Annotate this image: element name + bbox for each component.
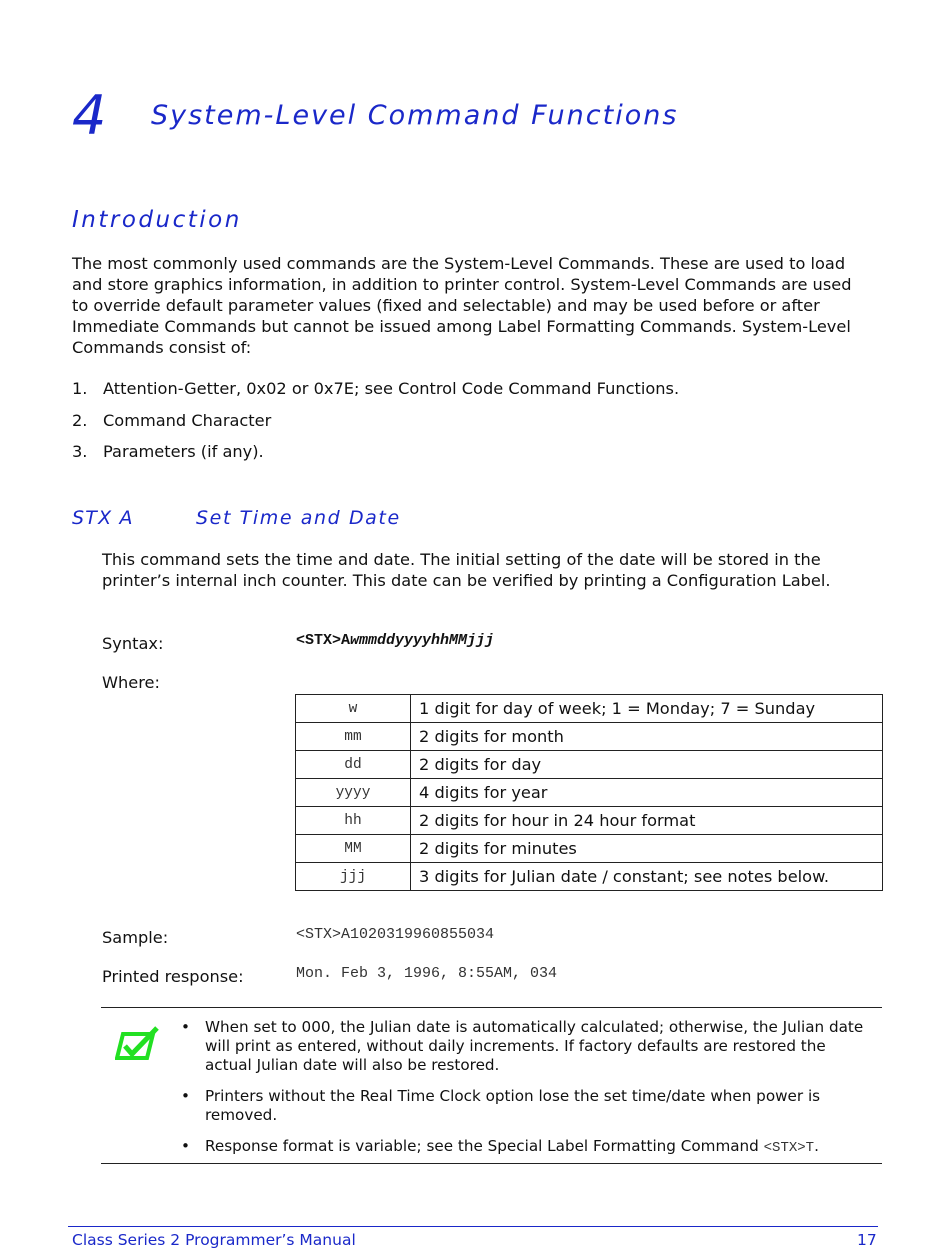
notes-box [101, 1007, 882, 1164]
bullet: • [181, 1137, 190, 1155]
chapter-number: 4 [72, 84, 107, 147]
command-code: STX A [72, 507, 134, 529]
list-item-text: Command Character [103, 410, 272, 430]
table-row [296, 835, 883, 863]
list-item-text: Parameters (if any). [103, 442, 264, 461]
parameter-table [295, 694, 883, 891]
param-code: w [296, 695, 411, 723]
list-item-number: 1. [72, 379, 88, 398]
chapter-title: System-Level Command Functions [151, 100, 679, 131]
footer-rule [68, 1226, 878, 1227]
note-item [181, 1018, 871, 1075]
bullet: • [181, 1018, 190, 1036]
table-row [296, 751, 883, 779]
command-title: Set Time and Date [196, 507, 401, 529]
notes-list [181, 1018, 871, 1170]
footer-manual-title: Class Series 2 Programmer’s Manual [72, 1231, 356, 1249]
syntax-params: wmmddyyyyhhMMjjj [350, 632, 495, 649]
note-text: When set to 000, the Julian date is automatically calculated; otherwise, the Julian date will print as entered, without daily increments. If factory defaults are restored the actual Julian date will also be restored. [205, 1018, 864, 1074]
param-code: dd [296, 751, 411, 779]
bullet: • [181, 1087, 190, 1105]
where-label: Where: [102, 673, 160, 692]
list-item [72, 441, 872, 473]
param-description: 2 digits for month [411, 723, 883, 751]
param-description: 2 digits for day [411, 751, 883, 779]
intro-list [72, 378, 872, 473]
param-description: 4 digits for year [411, 779, 883, 807]
syntax-prefix: <STX>A [296, 632, 351, 649]
param-description: 2 digits for hour in 24 hour format [411, 807, 883, 835]
table-row [296, 695, 883, 723]
param-code: hh [296, 807, 411, 835]
intro-paragraph: The most commonly used commands are the System-Level Commands. These are used to load and store graphics information, in addition to printer control. System-Level Commands are used to override default parameter values (fixed and selectable) and may be used before or after Immediate Commands but cannot be issued among Label Formatting Commands. System-Level Commands consist of: [72, 254, 852, 357]
list-item-text: Attention-Getter, 0x02 or 0x7E; see Control Code Command Functions. [103, 379, 680, 398]
printed-response-label: Printed response: [102, 967, 244, 986]
list-item [72, 378, 872, 410]
command-description: This command sets the time and date. The initial setting of the date will be stored in the printer’s internal inch counter. This date can be verified by printing a Configuration Label. [102, 550, 831, 590]
note-inline-code: <STX>T [763, 1140, 815, 1156]
param-description: 3 digits for Julian date / constant; see notes below. [411, 863, 883, 891]
sample-label: Sample: [102, 928, 169, 947]
table-row [296, 863, 883, 891]
list-item-number: 2. [72, 410, 88, 430]
param-description: 2 digits for minutes [411, 835, 883, 863]
checkmark-note-icon [115, 1026, 161, 1062]
param-code: mm [296, 723, 411, 751]
sample-value: <STX>A1020319960855034 [296, 926, 495, 943]
note-text-suffix: . [814, 1137, 819, 1155]
printed-response-value: Mon. Feb 3, 1996, 8:55AM, 034 [296, 965, 558, 982]
footer-page-number: 17 [857, 1231, 877, 1249]
syntax-value [296, 632, 494, 649]
table-row [296, 723, 883, 751]
param-code: yyyy [296, 779, 411, 807]
param-description: 1 digit for day of week; 1 = Monday; 7 = Sunday [411, 695, 883, 723]
note-text: Printers without the Real Time Clock option lose the set time/date when power is removed. [205, 1087, 821, 1124]
section-heading-introduction: Introduction [72, 207, 242, 233]
param-code: jjj [296, 863, 411, 891]
list-item [72, 410, 872, 442]
note-item [181, 1137, 871, 1158]
param-code: MM [296, 835, 411, 863]
table-row [296, 807, 883, 835]
note-text: Response format is variable; see the Special Label Formatting Command [205, 1137, 764, 1155]
list-item-number: 3. [72, 442, 88, 461]
table-row [296, 779, 883, 807]
syntax-label: Syntax: [102, 634, 164, 653]
note-item [181, 1087, 871, 1125]
